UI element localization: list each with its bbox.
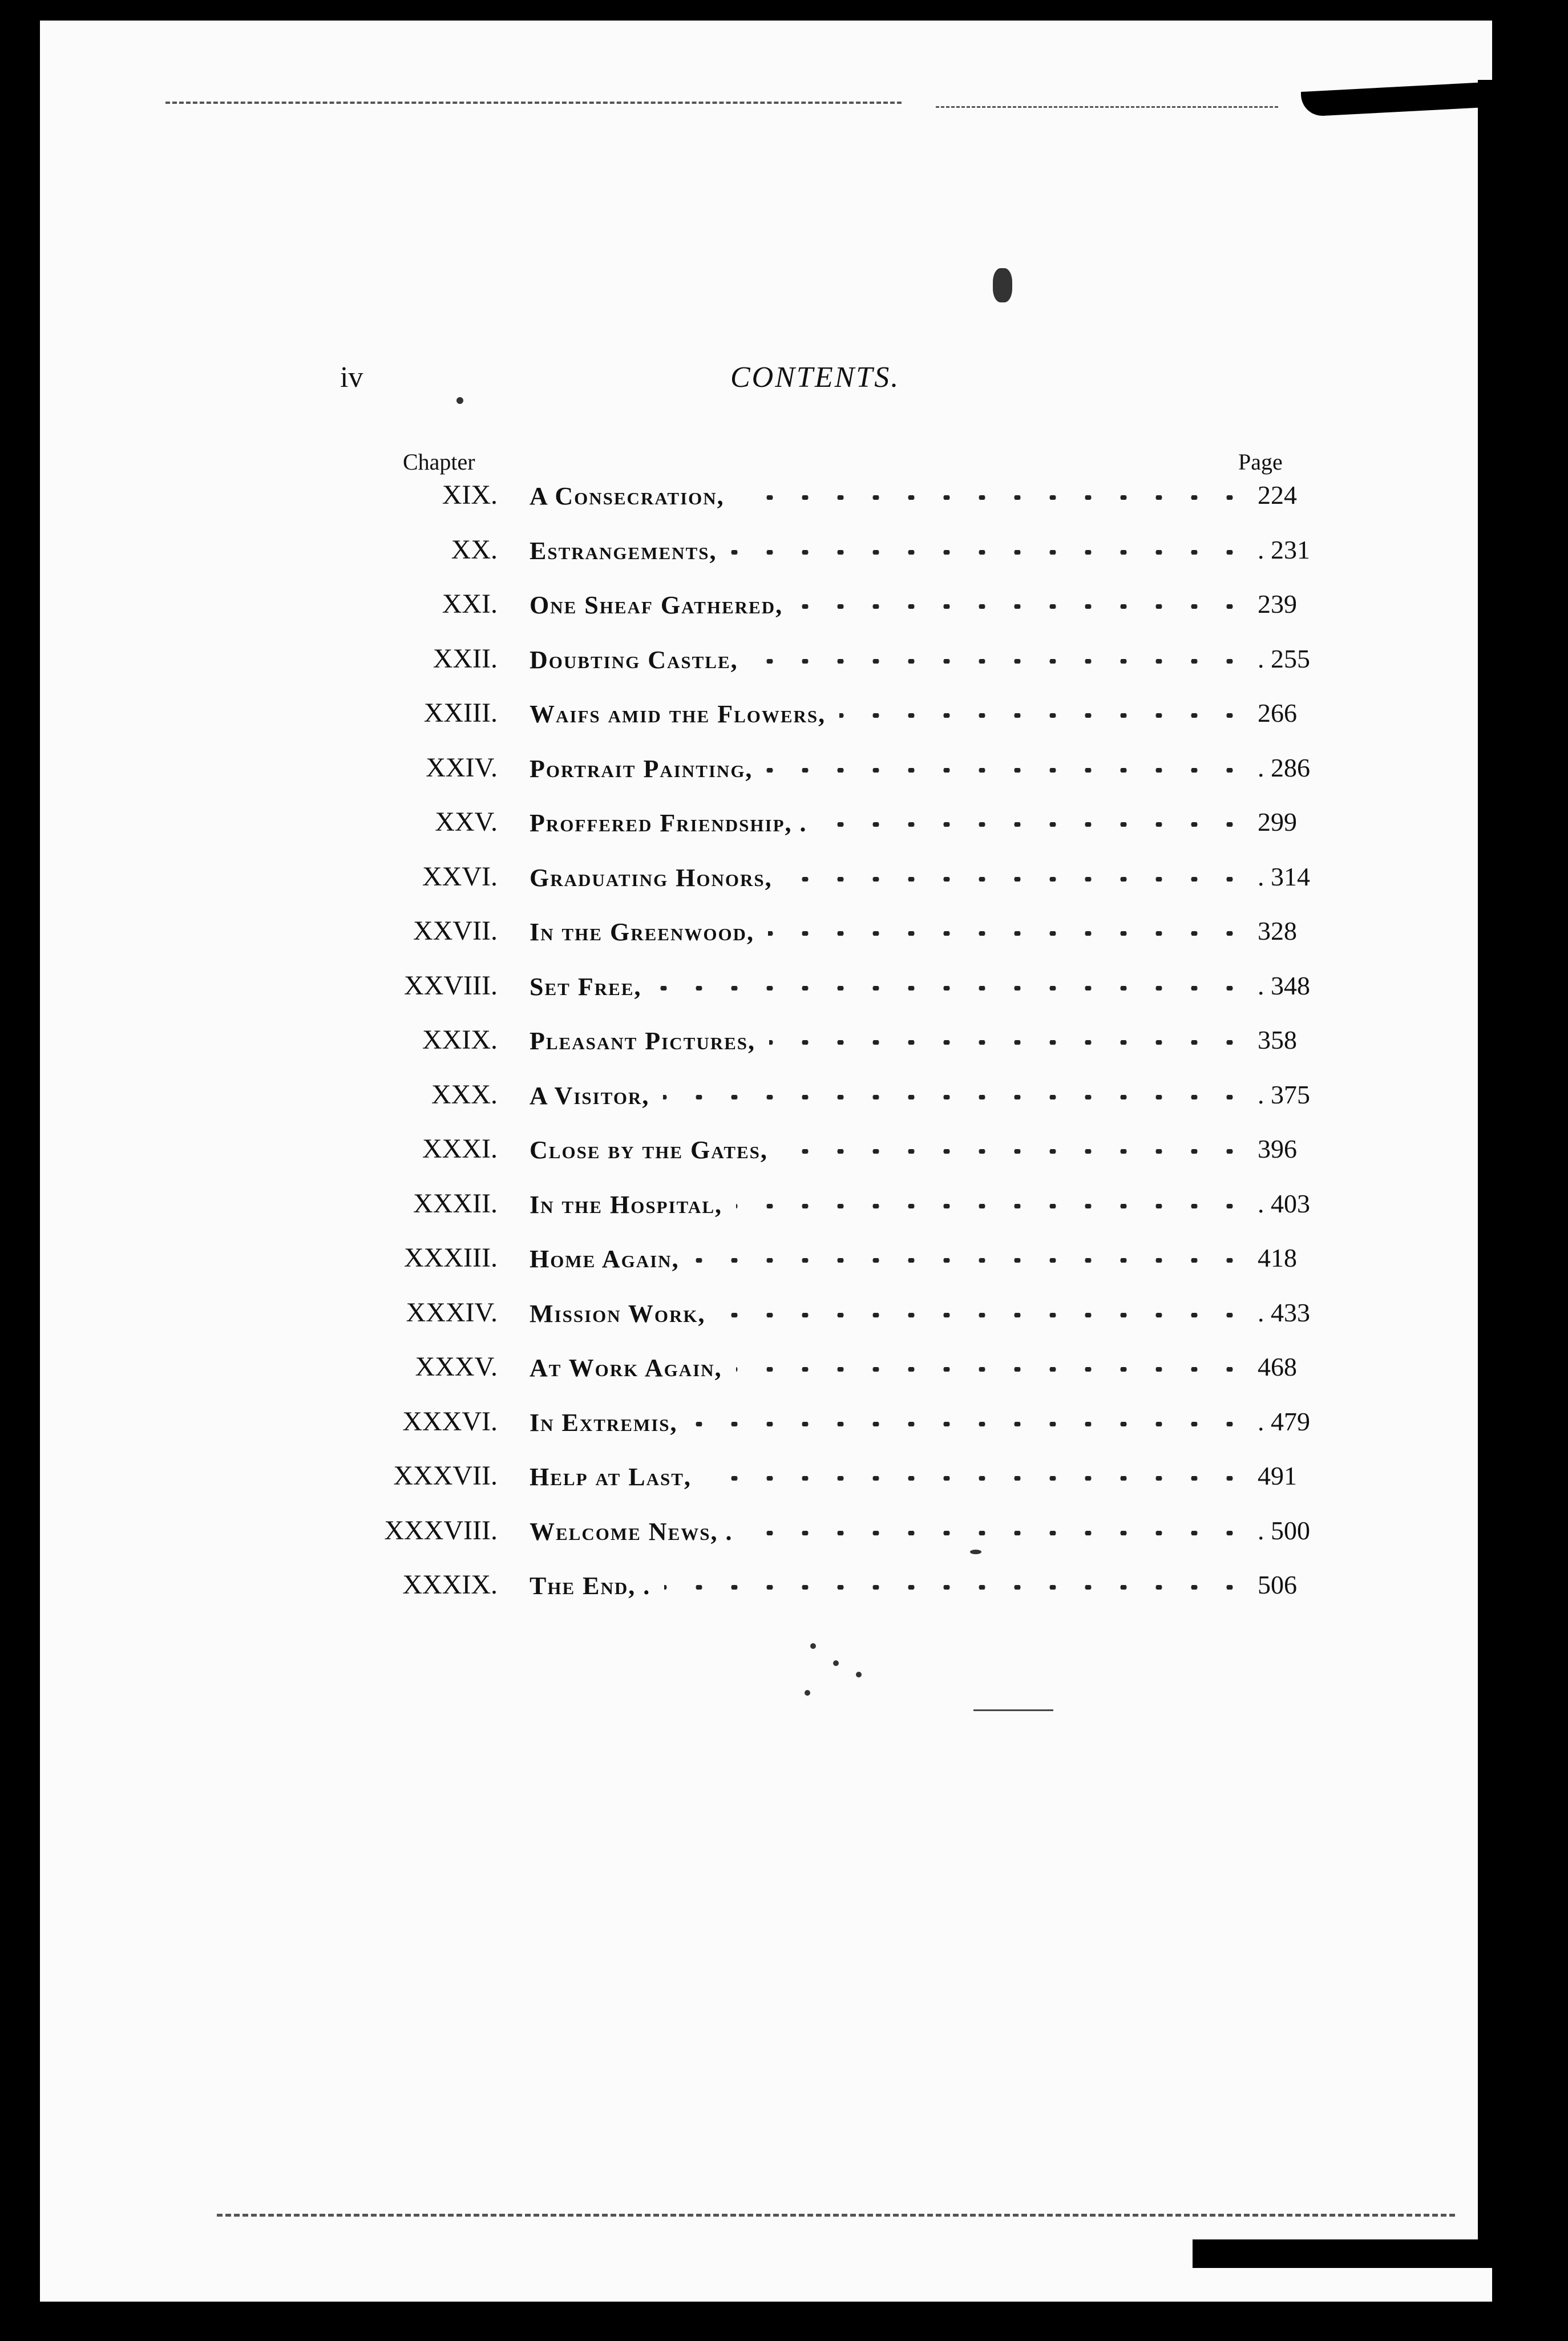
- folio-number: iv: [340, 361, 363, 394]
- page-number: 468: [1258, 1352, 1297, 1381]
- chapter-title: Waifs amid the Flowers,: [530, 700, 826, 728]
- chapter-number: XXIV.: [426, 752, 498, 783]
- scan-artifact-line-bottom: [217, 2214, 1455, 2217]
- dot-leader: [797, 604, 1247, 609]
- contents-entry: [0, 1296, 1568, 1351]
- contents-entry: [0, 1350, 1568, 1405]
- contents-list: [0, 478, 1568, 1623]
- dot-leader: [738, 495, 1247, 500]
- chapter-title: Estrangements,: [530, 536, 717, 565]
- chapter-title: The End, .: [530, 1572, 651, 1600]
- contents-entry: [0, 1187, 1568, 1242]
- page-number: 506: [1258, 1570, 1297, 1599]
- dot-leader: [782, 1149, 1247, 1154]
- contents-entry: [0, 587, 1568, 642]
- chapter-title: Doubting Castle,: [530, 645, 738, 674]
- contents-entry: [0, 1241, 1568, 1296]
- page-number: 491: [1258, 1461, 1297, 1490]
- chapter-number: XXVI.: [422, 861, 498, 892]
- chapter-title: In the Hospital,: [530, 1190, 722, 1219]
- dot-leader: [693, 1258, 1247, 1263]
- contents-entry: [0, 1078, 1568, 1133]
- chapter-title: At Work Again,: [530, 1354, 722, 1382]
- page-number: 396: [1258, 1134, 1297, 1163]
- chapter-number: XXXVII.: [393, 1461, 498, 1491]
- speck: [833, 1660, 839, 1666]
- chapter-title: In Extremis,: [530, 1408, 678, 1437]
- page-number: . 314: [1258, 862, 1310, 891]
- page-column-heading: Page: [1238, 449, 1283, 475]
- speck: [805, 1690, 810, 1696]
- page-header: [0, 361, 1568, 406]
- dot-leader: [664, 1585, 1247, 1590]
- chapter-title: Welcome News, .: [530, 1517, 733, 1546]
- page-number: 418: [1258, 1243, 1297, 1272]
- speck: [856, 1672, 862, 1677]
- page-number: . 479: [1258, 1406, 1310, 1436]
- contents-entry: [0, 860, 1568, 915]
- dot-leader: [705, 1476, 1247, 1481]
- page-number: 224: [1258, 480, 1297, 510]
- dot-leader: [786, 877, 1247, 882]
- dot-leader: [821, 822, 1247, 827]
- dot-leader: [730, 550, 1247, 555]
- scan-smudge-bottom: [1193, 2239, 1512, 2268]
- page-number: 299: [1258, 807, 1297, 836]
- dot-leader: [736, 1367, 1247, 1372]
- page-number: . 433: [1258, 1297, 1310, 1327]
- contents-entry: [0, 1023, 1568, 1078]
- ink-blot: [993, 268, 1012, 302]
- contents-entry: [0, 969, 1568, 1024]
- contents-entry: [0, 1514, 1568, 1568]
- page-number: 328: [1258, 916, 1297, 945]
- contents-entry: [0, 642, 1568, 697]
- dot-leader: [752, 659, 1247, 664]
- chapter-title: Proffered Friendship, .: [530, 809, 807, 837]
- chapter-number: XXXIX.: [402, 1570, 498, 1600]
- chapter-title: Close by the Gates,: [530, 1136, 768, 1164]
- dot-leader: [663, 1095, 1247, 1099]
- contents-entry: [0, 914, 1568, 969]
- chapter-number: XX.: [451, 534, 498, 565]
- page-number: . 500: [1258, 1515, 1310, 1545]
- chapter-number: XXXI.: [422, 1134, 498, 1164]
- dot-leader: [769, 1040, 1247, 1045]
- contents-entry: [0, 751, 1568, 806]
- dot-leader: [768, 931, 1247, 936]
- chapter-title: Home Again,: [530, 1245, 680, 1273]
- chapter-number: XXXIV.: [406, 1297, 498, 1328]
- chapter-number: XXV.: [435, 807, 498, 837]
- closing-rule: [973, 1709, 1053, 1711]
- dot-leader: [655, 986, 1247, 990]
- contents-entry: [0, 1132, 1568, 1187]
- chapter-title: Mission Work,: [530, 1299, 706, 1328]
- chapter-number: XXXVIII.: [384, 1515, 498, 1546]
- page-number: . 286: [1258, 753, 1310, 782]
- chapter-title: One Sheaf Gathered,: [530, 591, 783, 619]
- page-number: . 255: [1258, 644, 1310, 673]
- chapter-title: A Consecration,: [530, 482, 725, 510]
- running-head: CONTENTS.: [730, 361, 900, 394]
- scan-artifact-line-top: [165, 102, 902, 104]
- dot-leader: [692, 1422, 1247, 1426]
- page-number: . 231: [1258, 535, 1310, 564]
- chapter-number: XXXII.: [413, 1188, 498, 1219]
- page-number: . 403: [1258, 1188, 1310, 1218]
- chapter-number: XXX.: [431, 1079, 498, 1110]
- dot-leader: [736, 1204, 1247, 1208]
- chapter-title: Help at Last,: [530, 1463, 692, 1491]
- chapter-number: XXI.: [442, 589, 498, 619]
- page-number: 358: [1258, 1025, 1297, 1054]
- page-number: 266: [1258, 698, 1297, 727]
- contents-entry: [0, 1405, 1568, 1459]
- chapter-number: XIX.: [442, 480, 498, 510]
- contents-entry: [0, 478, 1568, 533]
- dot-leader: [746, 1531, 1247, 1535]
- scan-artifact-line-top-right: [936, 106, 1278, 108]
- contents-entry: [0, 696, 1568, 751]
- chapter-title: In the Greenwood,: [530, 918, 754, 946]
- chapter-column-heading: Chapter: [403, 449, 475, 475]
- contents-entry: [0, 1459, 1568, 1514]
- chapter-title: Graduating Honors,: [530, 863, 773, 892]
- chapter-number: XXVII.: [413, 916, 498, 946]
- chapter-title: Pleasant Pictures,: [530, 1027, 756, 1055]
- contents-entry: [0, 533, 1568, 588]
- chapter-number: XXXVI.: [402, 1406, 498, 1437]
- contents-entry: [0, 805, 1568, 860]
- chapter-number: XXXIII.: [404, 1243, 498, 1273]
- chapter-title: Portrait Painting,: [530, 754, 753, 783]
- dot-leader: [766, 768, 1247, 773]
- chapter-number: XXIX.: [422, 1025, 498, 1055]
- page-number: 239: [1258, 589, 1297, 618]
- dot-leader: [719, 1313, 1247, 1317]
- dot-leader: [839, 713, 1247, 718]
- page-number: . 375: [1258, 1079, 1310, 1109]
- chapter-title: A Visitor,: [530, 1081, 650, 1110]
- page-number: . 348: [1258, 971, 1310, 1000]
- chapter-number: XXIII.: [423, 698, 498, 728]
- chapter-number: XXVIII.: [404, 970, 498, 1001]
- chapter-number: XXII.: [433, 643, 498, 674]
- chapter-number: XXXV.: [415, 1352, 498, 1382]
- contents-entry: [0, 1568, 1568, 1623]
- speck: [810, 1643, 816, 1649]
- chapter-title: Set Free,: [530, 972, 642, 1001]
